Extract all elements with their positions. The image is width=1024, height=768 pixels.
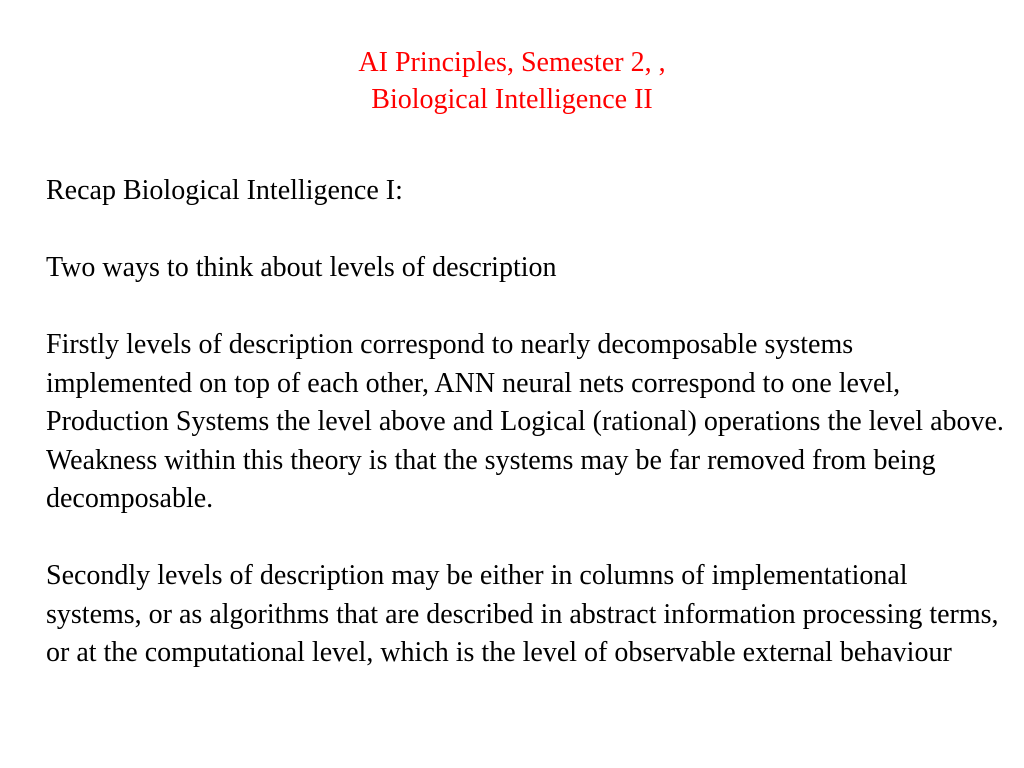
slide-body <box>46 172 1006 673</box>
paragraph-two-ways: Two ways to think about levels of description <box>46 252 557 283</box>
paragraph-secondly: Secondly levels of description may be either in columns of implementational systems, or as algorithms that are described in abstract information processing terms, or at the computational level, which is the level of observable external behaviour <box>46 560 999 668</box>
paragraph-recap: Recap Biological Intelligence I: <box>46 175 403 206</box>
slide-title <box>0 44 1024 118</box>
title-line-2: Biological Intelligence II <box>371 84 653 115</box>
title-line-1: AI Principles, Semester 2, , <box>358 47 666 78</box>
paragraph-firstly: Firstly levels of description correspond to nearly decomposable systems implemented on top of each other, ANN neural nets correspond to one level, Production Systems the level above and Logical (rational) operations the level above. Weakness within this theory is that the systems may be far removed from being decomposable. <box>46 329 1004 514</box>
